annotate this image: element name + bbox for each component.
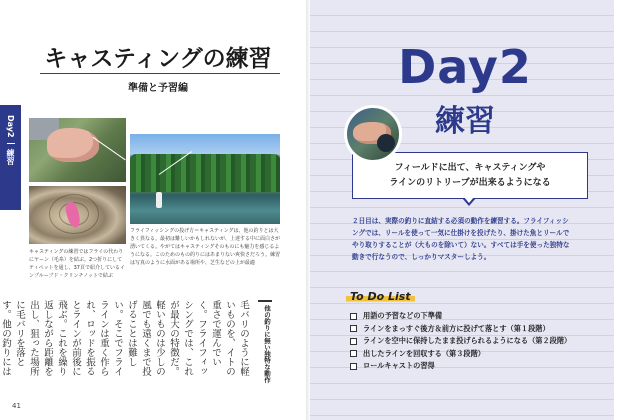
todo-item xyxy=(350,323,600,336)
todo-item xyxy=(350,335,600,348)
photo-yarn-on-stump xyxy=(29,186,126,244)
side-tab-divider xyxy=(7,143,15,144)
side-tab-label: 練習 xyxy=(6,148,15,165)
callout-line: フィールドに出て、キャスティングや xyxy=(394,162,546,173)
todo-item xyxy=(350,348,600,361)
checkbox[interactable] xyxy=(350,350,357,357)
photo-hand-with-reel xyxy=(344,105,402,163)
checkbox[interactable] xyxy=(350,363,357,370)
todo-item-label: ラインを空中に保持したまま投げられるようになる（第２段階） xyxy=(363,336,572,346)
page-subtitle: 準備と予習編 xyxy=(128,83,188,94)
title-divider xyxy=(40,73,280,74)
todo-item-label: 出したラインを回収する（第３段階） xyxy=(363,348,485,358)
todo-item-label: 用語の予習などの下準備 xyxy=(363,311,443,321)
intro-line: ２日目は、実際の釣りに直結する必須の動作を練習する。フライフィッシ xyxy=(352,217,569,225)
todo-item xyxy=(350,360,600,373)
angler-figure xyxy=(156,192,162,208)
todo-item-label: ラインをまっすぐ後方＆前方に投げて落とす（第１段階） xyxy=(363,323,550,333)
practice-heading: 練習 xyxy=(435,104,495,139)
photo-pond-casting xyxy=(130,134,280,224)
todo-item xyxy=(350,310,600,323)
body-text: 毛バリのように軽いものを、イトの重さで運んでいく。フライフィッシングでは、これが最大の特徴だ。軽いものは少しの風でも遠くまで投げることは難しい。そこでフライラインは重く作られ、ロッドを振るとラインが前後に飛ぶ。これを繰り返しながら距離を出し、狙った場所に毛バリを落とす。他の釣りには xyxy=(0,300,249,376)
intro-line: 動きで行なうので、しっかりマスターしよう。 xyxy=(352,253,491,261)
intro-paragraph xyxy=(352,215,596,263)
photo-caption-right: フライフィッシングの投げ方＝キャスティングは、他の釣りとは大きく異なる。最初は難しいかもしれないが、上達する中に面白さが湧いてくる。やがてはキャスティングそのものにも魅力を感じるようになる。このためのもの的りにはあまりない爽快さだろう。練習は写真のように水面がある場所や、芝生などの上が最適 xyxy=(130,228,281,266)
page-number: 41 xyxy=(12,402,21,410)
photo-tying-yarn xyxy=(29,118,126,182)
photo-caption-left: キャスティングの練習ではフライの代わりにヤーン（毛糸）を結ぶ。2つ折りにしてティペットを通し、37頁で紹介しているインプルーブド・クリンチノットで結ぶ xyxy=(29,249,125,279)
column-heading: 他の釣りに無い独特な動作 xyxy=(258,300,272,390)
side-tab-day: Day2 xyxy=(6,115,15,138)
hand-shape xyxy=(47,128,99,162)
todo-list xyxy=(350,310,600,373)
left-page xyxy=(0,0,308,420)
tree-line xyxy=(130,154,280,192)
todo-item-label: ロールキャストの習得 xyxy=(363,361,435,371)
callout-pointer-fill xyxy=(464,197,474,203)
intro-line: ングでは、リールを使って一気に仕掛けを投げたり、掛けた魚とリールで xyxy=(352,229,570,237)
page-title: キャスティングの練習 xyxy=(44,46,272,72)
reel-shape xyxy=(377,134,395,152)
callout-line: ラインのリトリーブが出来るようになる xyxy=(389,177,551,188)
checkbox[interactable] xyxy=(350,325,357,332)
day-side-tab xyxy=(0,105,21,210)
checkbox[interactable] xyxy=(350,338,357,345)
day-heading: Day2 xyxy=(398,40,532,94)
intro-line: やり取りすることが（大ものを除いて）ない。すべては手を使った独特な xyxy=(352,241,570,249)
todo-list-title: To Do List xyxy=(346,290,415,303)
page-edge xyxy=(614,0,620,420)
checkbox[interactable] xyxy=(350,313,357,320)
